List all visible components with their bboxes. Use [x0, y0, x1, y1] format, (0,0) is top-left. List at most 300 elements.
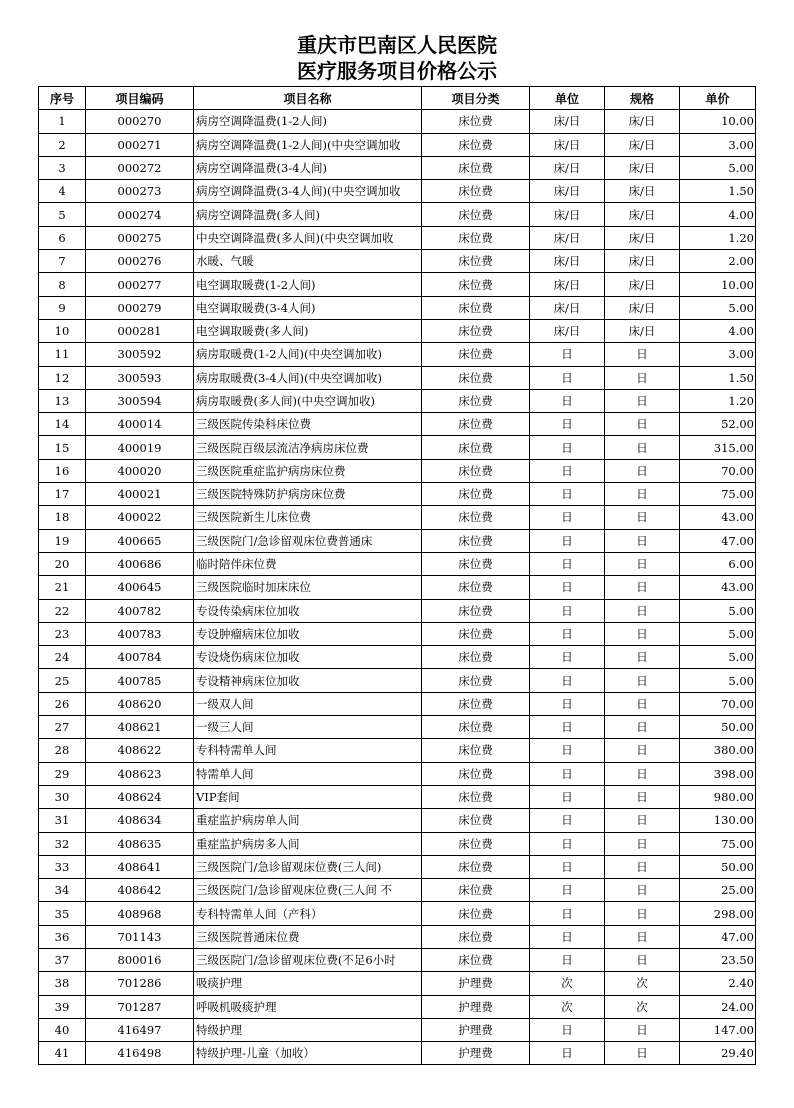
cell-name: 三级医院门/急诊留观床位费(三人间) [194, 855, 422, 878]
table-row [39, 925, 756, 948]
cell-code: 408641 [86, 855, 194, 878]
header-price: 单价 [680, 87, 756, 110]
cell-spec: 床/日 [605, 250, 680, 273]
cell-unit: 床/日 [530, 226, 605, 249]
cell-price: 315.00 [680, 436, 756, 459]
cell-category: 床位费 [422, 809, 530, 832]
cell-name: 一级三人间 [194, 716, 422, 739]
cell-name: 病房空调降温费(3-4人间) [194, 156, 422, 179]
table-row [39, 785, 756, 808]
table-row [39, 156, 756, 179]
cell-category: 床位费 [422, 622, 530, 645]
cell-price: 3.00 [680, 343, 756, 366]
cell-spec: 日 [605, 925, 680, 948]
cell-category: 床位费 [422, 599, 530, 622]
cell-code: 408623 [86, 762, 194, 785]
cell-category: 床位费 [422, 529, 530, 552]
cell-spec: 日 [605, 366, 680, 389]
table-row [39, 948, 756, 971]
cell-unit: 日 [530, 622, 605, 645]
cell-spec: 日 [605, 529, 680, 552]
cell-price: 5.00 [680, 296, 756, 319]
table-row [39, 552, 756, 575]
table-row [39, 180, 756, 203]
header-category: 项目分类 [422, 87, 530, 110]
table-row [39, 576, 756, 599]
header-seq: 序号 [39, 87, 86, 110]
cell-seq: 36 [39, 925, 86, 948]
price-table [38, 86, 756, 1065]
cell-price: 5.00 [680, 599, 756, 622]
cell-code: 000272 [86, 156, 194, 179]
cell-unit: 床/日 [530, 110, 605, 133]
cell-code: 000274 [86, 203, 194, 226]
cell-category: 护理费 [422, 995, 530, 1018]
cell-spec: 日 [605, 459, 680, 482]
cell-code: 400019 [86, 436, 194, 459]
cell-price: 5.00 [680, 156, 756, 179]
cell-seq: 21 [39, 576, 86, 599]
cell-unit: 日 [530, 459, 605, 482]
cell-code: 400783 [86, 622, 194, 645]
cell-code: 408620 [86, 692, 194, 715]
cell-seq: 41 [39, 1042, 86, 1065]
cell-category: 床位费 [422, 576, 530, 599]
cell-code: 300593 [86, 366, 194, 389]
cell-seq: 32 [39, 832, 86, 855]
cell-code: 000281 [86, 319, 194, 342]
cell-name: 重症监护病房单人间 [194, 809, 422, 832]
cell-seq: 6 [39, 226, 86, 249]
cell-price: 23.50 [680, 948, 756, 971]
cell-name: 三级医院特殊防护病房床位费 [194, 483, 422, 506]
cell-spec: 日 [605, 855, 680, 878]
cell-seq: 19 [39, 529, 86, 552]
header-code: 项目编码 [86, 87, 194, 110]
cell-name: 三级医院普通床位费 [194, 925, 422, 948]
cell-seq: 35 [39, 902, 86, 925]
cell-seq: 37 [39, 948, 86, 971]
cell-seq: 17 [39, 483, 86, 506]
table-row [39, 250, 756, 273]
cell-price: 980.00 [680, 785, 756, 808]
cell-name: 专设精神病床位加收 [194, 669, 422, 692]
cell-code: 400784 [86, 646, 194, 669]
cell-category: 床位费 [422, 110, 530, 133]
cell-name: 呼吸机吸痰护理 [194, 995, 422, 1018]
page-subtitle: 医疗服务项目价格公示 [297, 59, 497, 83]
cell-code: 408635 [86, 832, 194, 855]
cell-unit: 日 [530, 343, 605, 366]
cell-code: 000273 [86, 180, 194, 203]
cell-unit: 日 [530, 389, 605, 412]
cell-unit: 日 [530, 506, 605, 529]
table-row [39, 762, 756, 785]
cell-price: 3.00 [680, 133, 756, 156]
cell-seq: 30 [39, 785, 86, 808]
table-row [39, 110, 756, 133]
cell-category: 床位费 [422, 319, 530, 342]
cell-spec: 床/日 [605, 203, 680, 226]
cell-category: 床位费 [422, 832, 530, 855]
cell-category: 床位费 [422, 156, 530, 179]
cell-name: 三级医院新生儿床位费 [194, 506, 422, 529]
cell-code: 000279 [86, 296, 194, 319]
table-row [39, 483, 756, 506]
table-row [39, 506, 756, 529]
cell-code: 701143 [86, 925, 194, 948]
cell-code: 800016 [86, 948, 194, 971]
header-unit: 单位 [530, 87, 605, 110]
cell-name: 重症监护病房多人间 [194, 832, 422, 855]
cell-unit: 床/日 [530, 319, 605, 342]
cell-name: 专科特需单人间 [194, 739, 422, 762]
cell-spec: 次 [605, 972, 680, 995]
cell-seq: 23 [39, 622, 86, 645]
cell-price: 2.40 [680, 972, 756, 995]
cell-code: 408621 [86, 716, 194, 739]
cell-seq: 31 [39, 809, 86, 832]
cell-category: 床位费 [422, 646, 530, 669]
cell-spec: 日 [605, 436, 680, 459]
cell-seq: 15 [39, 436, 86, 459]
table-row [39, 1018, 756, 1041]
cell-spec: 日 [605, 483, 680, 506]
table-row [39, 739, 756, 762]
cell-unit: 日 [530, 879, 605, 902]
cell-category: 床位费 [422, 855, 530, 878]
table-row [39, 669, 756, 692]
cell-unit: 日 [530, 785, 605, 808]
cell-spec: 床/日 [605, 319, 680, 342]
cell-spec: 日 [605, 599, 680, 622]
cell-category: 床位费 [422, 343, 530, 366]
cell-price: 4.00 [680, 203, 756, 226]
cell-spec: 床/日 [605, 296, 680, 319]
cell-code: 701286 [86, 972, 194, 995]
cell-category: 床位费 [422, 716, 530, 739]
table-row [39, 203, 756, 226]
table-row [39, 902, 756, 925]
cell-seq: 26 [39, 692, 86, 715]
cell-name: 专设肿瘤病床位加收 [194, 622, 422, 645]
cell-price: 10.00 [680, 273, 756, 296]
cell-spec: 床/日 [605, 226, 680, 249]
cell-price: 47.00 [680, 925, 756, 948]
table-row [39, 995, 756, 1018]
cell-unit: 床/日 [530, 133, 605, 156]
cell-price: 398.00 [680, 762, 756, 785]
cell-code: 400645 [86, 576, 194, 599]
cell-spec: 日 [605, 343, 680, 366]
cell-seq: 14 [39, 413, 86, 436]
cell-price: 25.00 [680, 879, 756, 902]
cell-name: 病房空调降温费(多人间) [194, 203, 422, 226]
cell-name: 病房取暖费(多人间)(中央空调加收) [194, 389, 422, 412]
cell-code: 300594 [86, 389, 194, 412]
cell-name: VIP套间 [194, 785, 422, 808]
cell-category: 床位费 [422, 366, 530, 389]
table-row [39, 1042, 756, 1065]
cell-name: 三级医院门/急诊留观床位费(不足6小时 [194, 948, 422, 971]
cell-category: 床位费 [422, 762, 530, 785]
cell-name: 电空调取暖费(1-2人间) [194, 273, 422, 296]
cell-category: 床位费 [422, 669, 530, 692]
cell-price: 1.50 [680, 180, 756, 203]
cell-spec: 日 [605, 785, 680, 808]
cell-spec: 日 [605, 716, 680, 739]
table-row [39, 133, 756, 156]
cell-name: 病房取暖费(3-4人间)(中央空调加收) [194, 366, 422, 389]
cell-price: 43.00 [680, 576, 756, 599]
table-row [39, 436, 756, 459]
cell-name: 特级护理-儿童（加收） [194, 1042, 422, 1065]
cell-spec: 日 [605, 1018, 680, 1041]
cell-name: 三级医院门/急诊留观床位费普通床 [194, 529, 422, 552]
cell-name: 吸痰护理 [194, 972, 422, 995]
cell-price: 6.00 [680, 552, 756, 575]
table-row [39, 413, 756, 436]
cell-category: 床位费 [422, 483, 530, 506]
cell-price: 5.00 [680, 622, 756, 645]
cell-category: 床位费 [422, 925, 530, 948]
cell-code: 300592 [86, 343, 194, 366]
cell-unit: 次 [530, 972, 605, 995]
cell-category: 床位费 [422, 552, 530, 575]
cell-category: 床位费 [422, 180, 530, 203]
cell-seq: 18 [39, 506, 86, 529]
cell-spec: 日 [605, 552, 680, 575]
cell-spec: 床/日 [605, 180, 680, 203]
cell-seq: 34 [39, 879, 86, 902]
cell-category: 床位费 [422, 948, 530, 971]
cell-spec: 次 [605, 995, 680, 1018]
cell-code: 408622 [86, 739, 194, 762]
table-row [39, 226, 756, 249]
cell-category: 床位费 [422, 436, 530, 459]
cell-seq: 4 [39, 180, 86, 203]
cell-spec: 日 [605, 809, 680, 832]
cell-name: 临时陪伴床位费 [194, 552, 422, 575]
cell-seq: 24 [39, 646, 86, 669]
table-row [39, 972, 756, 995]
header-spec: 规格 [605, 87, 680, 110]
cell-code: 000275 [86, 226, 194, 249]
cell-spec: 床/日 [605, 133, 680, 156]
cell-spec: 日 [605, 669, 680, 692]
cell-category: 床位费 [422, 506, 530, 529]
cell-seq: 1 [39, 110, 86, 133]
cell-price: 1.20 [680, 389, 756, 412]
table-row [39, 622, 756, 645]
cell-price: 130.00 [680, 809, 756, 832]
cell-spec: 日 [605, 389, 680, 412]
cell-seq: 28 [39, 739, 86, 762]
cell-name: 专设烧伤病床位加收 [194, 646, 422, 669]
cell-name: 病房空调降温费(1-2人间)(中央空调加收 [194, 133, 422, 156]
cell-unit: 日 [530, 576, 605, 599]
cell-category: 床位费 [422, 389, 530, 412]
cell-seq: 9 [39, 296, 86, 319]
cell-price: 70.00 [680, 692, 756, 715]
cell-name: 一级双人间 [194, 692, 422, 715]
cell-code: 000271 [86, 133, 194, 156]
cell-name: 特级护理 [194, 1018, 422, 1041]
table-row [39, 832, 756, 855]
cell-code: 000277 [86, 273, 194, 296]
cell-seq: 7 [39, 250, 86, 273]
cell-price: 298.00 [680, 902, 756, 925]
cell-code: 400020 [86, 459, 194, 482]
cell-price: 70.00 [680, 459, 756, 482]
cell-price: 24.00 [680, 995, 756, 1018]
cell-unit: 日 [530, 1042, 605, 1065]
cell-name: 中央空调降温费(多人间)(中央空调加收 [194, 226, 422, 249]
cell-unit: 床/日 [530, 296, 605, 319]
cell-unit: 日 [530, 809, 605, 832]
cell-unit: 日 [530, 646, 605, 669]
cell-category: 护理费 [422, 1042, 530, 1065]
cell-code: 701287 [86, 995, 194, 1018]
cell-name: 专科特需单人间（产科） [194, 902, 422, 925]
cell-category: 床位费 [422, 459, 530, 482]
cell-category: 床位费 [422, 296, 530, 319]
cell-seq: 38 [39, 972, 86, 995]
cell-name: 三级医院重症监护病房床位费 [194, 459, 422, 482]
cell-category: 床位费 [422, 739, 530, 762]
cell-category: 床位费 [422, 226, 530, 249]
cell-category: 床位费 [422, 413, 530, 436]
cell-unit: 日 [530, 552, 605, 575]
cell-unit: 日 [530, 739, 605, 762]
cell-price: 52.00 [680, 413, 756, 436]
cell-code: 000270 [86, 110, 194, 133]
cell-unit: 日 [530, 413, 605, 436]
cell-unit: 床/日 [530, 156, 605, 179]
cell-seq: 27 [39, 716, 86, 739]
table-row [39, 809, 756, 832]
cell-name: 特需单人间 [194, 762, 422, 785]
cell-seq: 5 [39, 203, 86, 226]
cell-price: 50.00 [680, 855, 756, 878]
cell-seq: 10 [39, 319, 86, 342]
cell-spec: 床/日 [605, 273, 680, 296]
cell-spec: 日 [605, 646, 680, 669]
cell-name: 病房取暖费(1-2人间)(中央空调加收) [194, 343, 422, 366]
table-row [39, 343, 756, 366]
cell-category: 床位费 [422, 133, 530, 156]
cell-unit: 次 [530, 995, 605, 1018]
cell-price: 10.00 [680, 110, 756, 133]
cell-name: 专设传染病床位加收 [194, 599, 422, 622]
table-row [39, 273, 756, 296]
cell-price: 75.00 [680, 832, 756, 855]
table-row [39, 599, 756, 622]
cell-code: 400022 [86, 506, 194, 529]
cell-unit: 日 [530, 762, 605, 785]
cell-name: 电空调取暖费(3-4人间) [194, 296, 422, 319]
page-title: 重庆市巴南区人民医院 [297, 33, 497, 57]
cell-spec: 日 [605, 1042, 680, 1065]
cell-seq: 29 [39, 762, 86, 785]
table-row [39, 716, 756, 739]
cell-seq: 20 [39, 552, 86, 575]
cell-name: 三级医院百级层流洁净病房床位费 [194, 436, 422, 459]
cell-price: 75.00 [680, 483, 756, 506]
cell-seq: 12 [39, 366, 86, 389]
cell-price: 1.20 [680, 226, 756, 249]
cell-price: 2.00 [680, 250, 756, 273]
header-row [39, 87, 756, 110]
cell-category: 护理费 [422, 972, 530, 995]
cell-code: 400014 [86, 413, 194, 436]
cell-unit: 日 [530, 855, 605, 878]
table-row [39, 296, 756, 319]
cell-spec: 日 [605, 506, 680, 529]
cell-spec: 日 [605, 692, 680, 715]
table-row [39, 389, 756, 412]
cell-category: 床位费 [422, 273, 530, 296]
cell-code: 400782 [86, 599, 194, 622]
cell-spec: 日 [605, 902, 680, 925]
cell-seq: 33 [39, 855, 86, 878]
cell-spec: 日 [605, 762, 680, 785]
cell-name: 病房空调降温费(1-2人间) [194, 110, 422, 133]
cell-unit: 日 [530, 366, 605, 389]
cell-unit: 床/日 [530, 250, 605, 273]
table-row [39, 319, 756, 342]
cell-price: 47.00 [680, 529, 756, 552]
cell-unit: 日 [530, 832, 605, 855]
cell-unit: 日 [530, 716, 605, 739]
cell-spec: 日 [605, 413, 680, 436]
cell-seq: 16 [39, 459, 86, 482]
cell-category: 床位费 [422, 902, 530, 925]
cell-code: 408624 [86, 785, 194, 808]
table-row [39, 646, 756, 669]
cell-unit: 日 [530, 529, 605, 552]
cell-spec: 日 [605, 948, 680, 971]
cell-spec: 日 [605, 739, 680, 762]
cell-price: 50.00 [680, 716, 756, 739]
cell-spec: 床/日 [605, 156, 680, 179]
cell-price: 43.00 [680, 506, 756, 529]
cell-name: 水暖、气暖 [194, 250, 422, 273]
cell-name: 三级医院临时加床床位 [194, 576, 422, 599]
cell-price: 29.40 [680, 1042, 756, 1065]
cell-unit: 日 [530, 599, 605, 622]
cell-seq: 8 [39, 273, 86, 296]
cell-seq: 11 [39, 343, 86, 366]
cell-category: 床位费 [422, 879, 530, 902]
cell-code: 408642 [86, 879, 194, 902]
cell-seq: 22 [39, 599, 86, 622]
cell-unit: 日 [530, 692, 605, 715]
table-row [39, 879, 756, 902]
cell-category: 床位费 [422, 785, 530, 808]
cell-spec: 床/日 [605, 110, 680, 133]
cell-unit: 日 [530, 948, 605, 971]
cell-name: 三级医院门/急诊留观床位费(三人间 不 [194, 879, 422, 902]
cell-seq: 13 [39, 389, 86, 412]
cell-code: 416498 [86, 1042, 194, 1065]
cell-unit: 床/日 [530, 273, 605, 296]
cell-price: 147.00 [680, 1018, 756, 1041]
table-row [39, 459, 756, 482]
cell-price: 5.00 [680, 646, 756, 669]
cell-spec: 日 [605, 622, 680, 645]
cell-code: 400686 [86, 552, 194, 575]
